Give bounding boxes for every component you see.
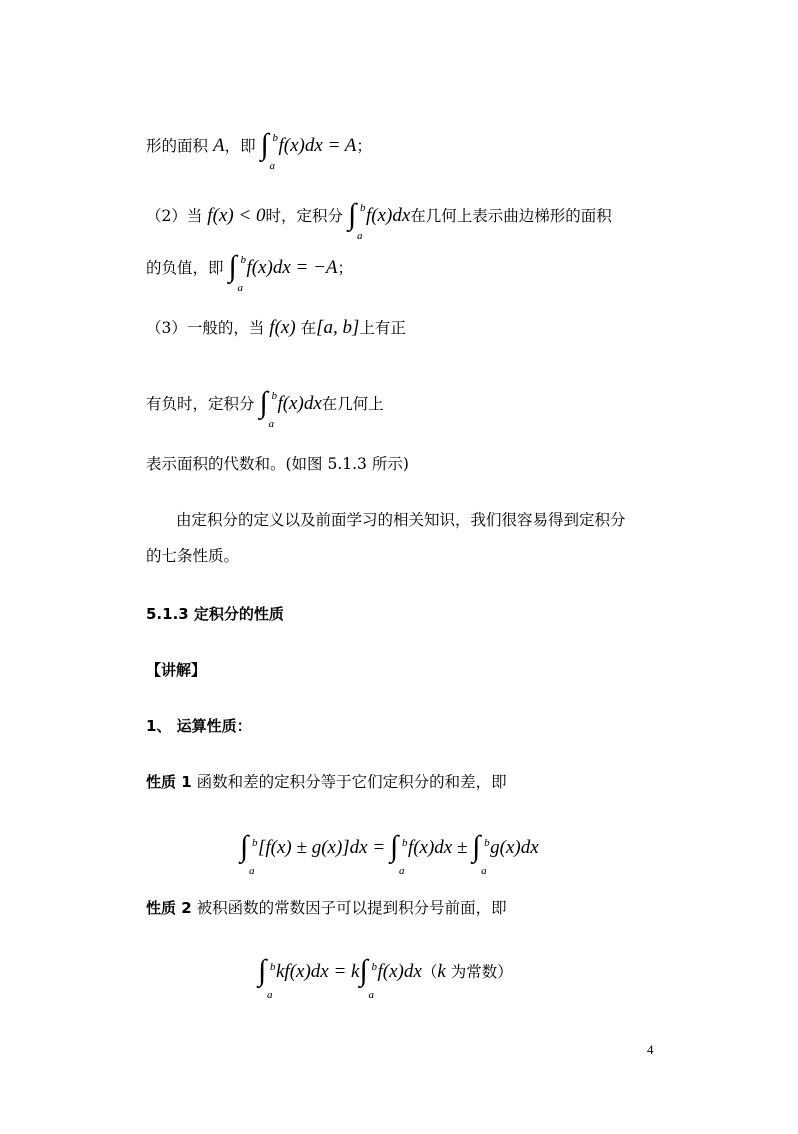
- integral-sign: [472, 830, 490, 877]
- text: 在几何上表示曲边梯形的面积: [410, 207, 612, 225]
- text-line-1: [146, 128, 372, 172]
- upper-limit: b: [272, 132, 279, 144]
- expr: (x)dx =: [283, 135, 345, 156]
- text: ；: [356, 137, 372, 155]
- page-number: 4: [647, 1042, 654, 1057]
- text: 时，定积分: [265, 207, 344, 225]
- upper-limit: b: [401, 837, 408, 849]
- property-label: 性质 2: [146, 899, 192, 917]
- text-line-6: [146, 452, 409, 476]
- text: 的七条性质。: [146, 547, 240, 565]
- section-heading: [146, 602, 284, 626]
- upper-limit: b: [271, 390, 277, 402]
- interval: [a, b]: [316, 317, 360, 338]
- section-title: 5.1.3 定积分的性质: [146, 605, 284, 623]
- note: 为常数）: [445, 963, 513, 981]
- formula-part: g(x)dx: [490, 837, 539, 858]
- var-A: A: [325, 257, 338, 278]
- text: 的负值，即: [146, 259, 224, 277]
- var-f: f: [269, 317, 275, 338]
- formula-part: f(x)dx ±: [407, 837, 473, 858]
- upper-limit: b: [240, 254, 246, 266]
- text: （3）一般的，当: [146, 319, 270, 337]
- var-f: f: [277, 393, 283, 414]
- paragraph-line-2: [146, 544, 239, 568]
- var-f: f: [207, 205, 213, 226]
- text-line-2: [146, 198, 612, 242]
- expr: (x)dx: [282, 393, 322, 414]
- text: 表示面积的代数和。(如图 5.1.3 所示): [146, 455, 409, 473]
- formula-2: [258, 954, 513, 1001]
- ops-heading: [146, 714, 252, 738]
- lower-limit: a: [356, 230, 363, 242]
- upper-limit: b: [270, 961, 276, 973]
- text: 由定积分的定义以及前面学习的相关知识，我们很容易得到定积分: [176, 511, 626, 529]
- text: 有负时，定积分: [146, 395, 255, 413]
- upper-limit: b: [371, 961, 377, 973]
- condition: (x) < 0: [212, 205, 266, 226]
- upper-limit: b: [484, 837, 490, 849]
- lower-limit: a: [398, 865, 405, 877]
- property-label: 性质 1: [146, 773, 192, 791]
- property-2: [146, 896, 507, 920]
- integral-symbol: ∫: [228, 250, 237, 283]
- lower-limit: a: [368, 989, 374, 1001]
- text: 在几何上: [321, 395, 384, 413]
- integral-sign: [260, 128, 279, 172]
- text: 函数和差的定积分等于它们定积分的和差，即: [191, 773, 507, 791]
- var-f: f: [278, 135, 284, 156]
- var-f: f: [246, 257, 252, 278]
- var-A: A: [344, 135, 357, 156]
- integral-sign: [347, 198, 366, 242]
- integral-sign: [389, 830, 408, 877]
- lower-limit: a: [249, 865, 255, 877]
- lower-limit: a: [267, 989, 273, 1001]
- text: （2）当: [146, 207, 208, 225]
- integral-symbol: ∫: [347, 198, 357, 231]
- lecture-label: [146, 658, 206, 682]
- integral-symbol: ∫: [259, 386, 268, 419]
- text-line-3: [146, 250, 354, 294]
- integral-sign: [258, 954, 276, 1001]
- lower-limit: a: [269, 160, 276, 172]
- expr: (x)dx = −: [251, 257, 326, 278]
- text: 上有正: [359, 319, 406, 337]
- integral-sign: [228, 250, 246, 294]
- integral-symbol: ∫: [240, 830, 249, 863]
- formula-part: f(x)dx: [377, 961, 422, 982]
- var-f: f: [365, 205, 372, 226]
- label: 1、 运算性质：: [146, 717, 252, 735]
- text-line-4: [146, 316, 406, 340]
- formula-part: [f(x) ± g(x)]dx =: [258, 837, 390, 858]
- upper-limit: b: [359, 202, 366, 214]
- paragraph-line-1: [176, 508, 626, 532]
- integral-sign: [259, 386, 277, 430]
- text-line-5: [146, 386, 384, 430]
- expr: (x): [274, 317, 296, 338]
- lower-limit: a: [237, 282, 243, 294]
- text: 被积函数的常数因子可以提到积分号前面，即: [191, 899, 507, 917]
- integral-symbol: ∫: [359, 954, 368, 987]
- integral-symbol: ∫: [472, 830, 481, 863]
- lower-limit: a: [268, 418, 274, 430]
- note: （: [421, 963, 438, 981]
- label: 【讲解】: [146, 661, 207, 679]
- integral-sign: [240, 830, 258, 877]
- integral-symbol: ∫: [260, 128, 269, 161]
- lower-limit: a: [481, 865, 487, 877]
- text: ，即: [224, 137, 256, 155]
- var-A: A: [212, 135, 225, 156]
- property-1: [146, 770, 507, 794]
- integral-sign: [359, 954, 378, 1001]
- text: 形的面积: [146, 137, 209, 155]
- text: 在: [295, 319, 317, 337]
- integral-symbol: ∫: [389, 830, 399, 863]
- expr: (x)dx: [371, 205, 411, 226]
- var-k: k: [437, 961, 446, 982]
- integral-symbol: ∫: [258, 954, 267, 987]
- formula-1: [240, 830, 539, 877]
- upper-limit: b: [252, 837, 258, 849]
- text: ；: [337, 259, 354, 277]
- formula-part: kf(x)dx = k: [276, 961, 360, 982]
